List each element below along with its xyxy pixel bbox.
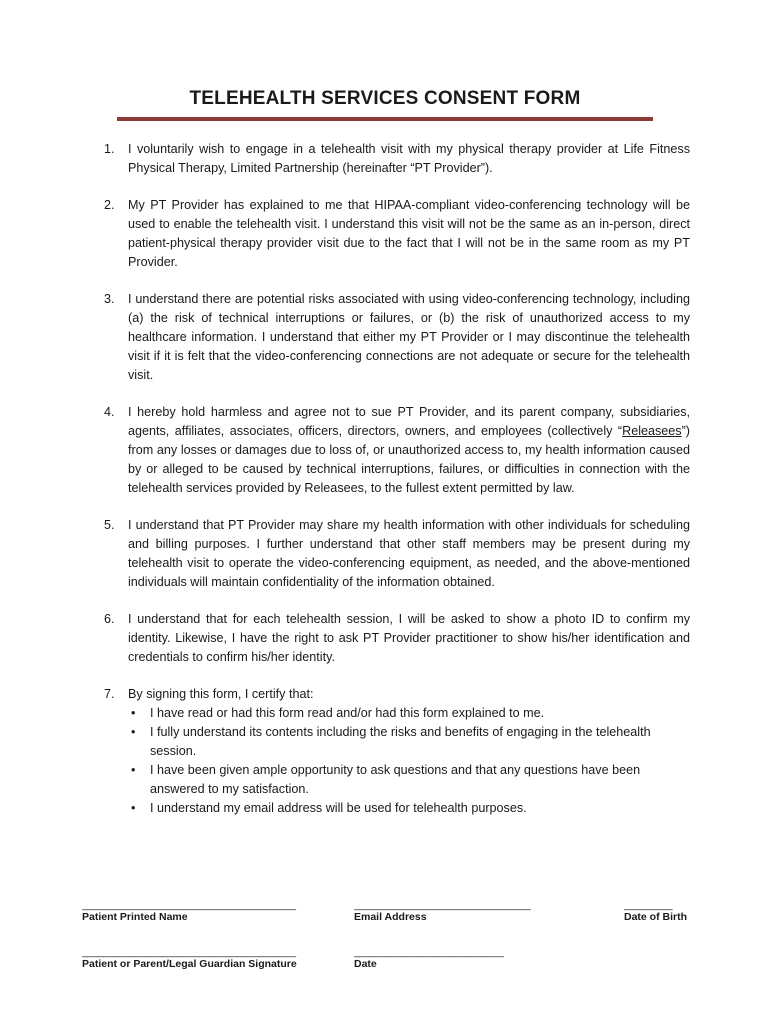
date-label: Date	[354, 958, 377, 970]
date-block	[354, 946, 538, 970]
consent-item-7	[104, 685, 690, 818]
item-number: 2.	[104, 198, 115, 212]
consent-item-5	[104, 516, 690, 592]
bullet-icon: •	[131, 725, 136, 739]
consent-item-2	[104, 196, 690, 272]
email-line[interactable]: _________________________________	[354, 899, 531, 911]
dob-block	[624, 899, 696, 923]
certify-bullet	[128, 761, 690, 799]
item-number: 1.	[104, 142, 115, 156]
email-block	[354, 899, 568, 923]
consent-item-6	[104, 610, 690, 667]
certify-bullet	[128, 799, 690, 818]
item-number: 5.	[104, 518, 115, 532]
item-text-part: ”) from any losses or damages due to loss of, or unauthorized access to, my health information caused by or alleged to be caused by technical interruptions, failures, or difficulties in connection with the telehealth services provided by Releasees, to the fullest extent permitted by law.	[128, 424, 690, 495]
certify-bullet	[128, 723, 690, 761]
consent-item-3	[104, 290, 690, 385]
dob-label: Date of Birth	[624, 911, 687, 923]
bullet-text: I have been given ample opportunity to ask questions and that any questions have been answered to my satisfaction.	[150, 763, 641, 796]
email-label: Email Address	[354, 911, 427, 923]
form-title: TELEHEALTH SERVICES CONSENT FORM	[189, 88, 581, 109]
consent-item-1	[104, 140, 690, 178]
item-number: 4.	[104, 405, 115, 419]
bullet-text: I have read or had this form read and/or had this form explained to me.	[150, 706, 545, 720]
consent-items-list	[104, 140, 690, 836]
item-text: I understand that for each telehealth session, I will be asked to show a photo ID to confirm my identity. Likewise, I have the right to ask PT Provider practitioner to show his/her identification and credentials to confirm his/her identity.	[128, 612, 690, 664]
consent-item-4	[104, 403, 690, 498]
bullet-icon: •	[131, 706, 136, 720]
item-number: 6.	[104, 612, 115, 626]
signature-line[interactable]: ________________________________________	[82, 946, 296, 958]
bullet-text: I fully understand its contents including the risks and benefits of engaging in the telehealth session.	[150, 725, 651, 758]
title-rule	[117, 117, 653, 121]
item-number: 7.	[104, 687, 115, 701]
item-number: 3.	[104, 292, 115, 306]
item-text: By signing this form, I certify that:	[128, 687, 314, 701]
item-text: I understand there are potential risks associated with using video-conferencing technology, including (a) the risk of technical interruptions or failures, or (b) the risk of unauthorized access to my healthcare information. I understand that either my PT Provider or I may discontinue the telehealth visit if it is felt that the video-conferencing connections are not adequate or secure for the telehealth visit.	[128, 292, 690, 382]
item-text: I voluntarily wish to engage in a telehealth visit with my physical therapy provider at Life Fitness Physical Therapy, Limited Partnership (hereinafter “PT Provider”).	[128, 142, 690, 175]
date-line[interactable]: ____________________________	[354, 946, 504, 958]
item-text: I understand that PT Provider may share my health information with other individuals for scheduling and billing purposes. I further understand that other staff members may be present during my telehealth visit to operate the video-conferencing equipment, as needed, and the above-mentioned individuals will maintain confidentiality of the information obtained.	[128, 518, 690, 589]
dob-line[interactable]: _________	[624, 899, 673, 911]
patient-name-block	[82, 899, 328, 923]
bullet-icon: •	[131, 801, 136, 815]
certify-bullet	[128, 704, 690, 723]
releasees-term: Releasees	[622, 424, 682, 438]
patient-name-label: Patient Printed Name	[82, 911, 188, 923]
signature-block	[82, 946, 332, 970]
signature-label: Patient or Parent/Legal Guardian Signature	[82, 958, 297, 970]
certify-bullet-list	[128, 704, 690, 818]
patient-name-line[interactable]: ________________________________________	[82, 899, 296, 911]
bullet-text: I understand my email address will be used for telehealth purposes.	[150, 801, 527, 815]
item-text-part: I hereby hold harmless and agree not to sue PT Provider, and its parent company, subsidiaries, agents, affiliates, associates, officers, directors, owners, and employees (collectively “	[128, 405, 690, 438]
bullet-icon: •	[131, 763, 136, 777]
item-text: My PT Provider has explained to me that HIPAA-compliant video-conferencing technology will be used to enable the telehealth visit. I understand this visit will not be the same as an in-person, direct patient-physical therapy provider visit due to the fact that I will not be in the same room as my PT Provider.	[128, 198, 690, 269]
item-text	[128, 403, 690, 498]
